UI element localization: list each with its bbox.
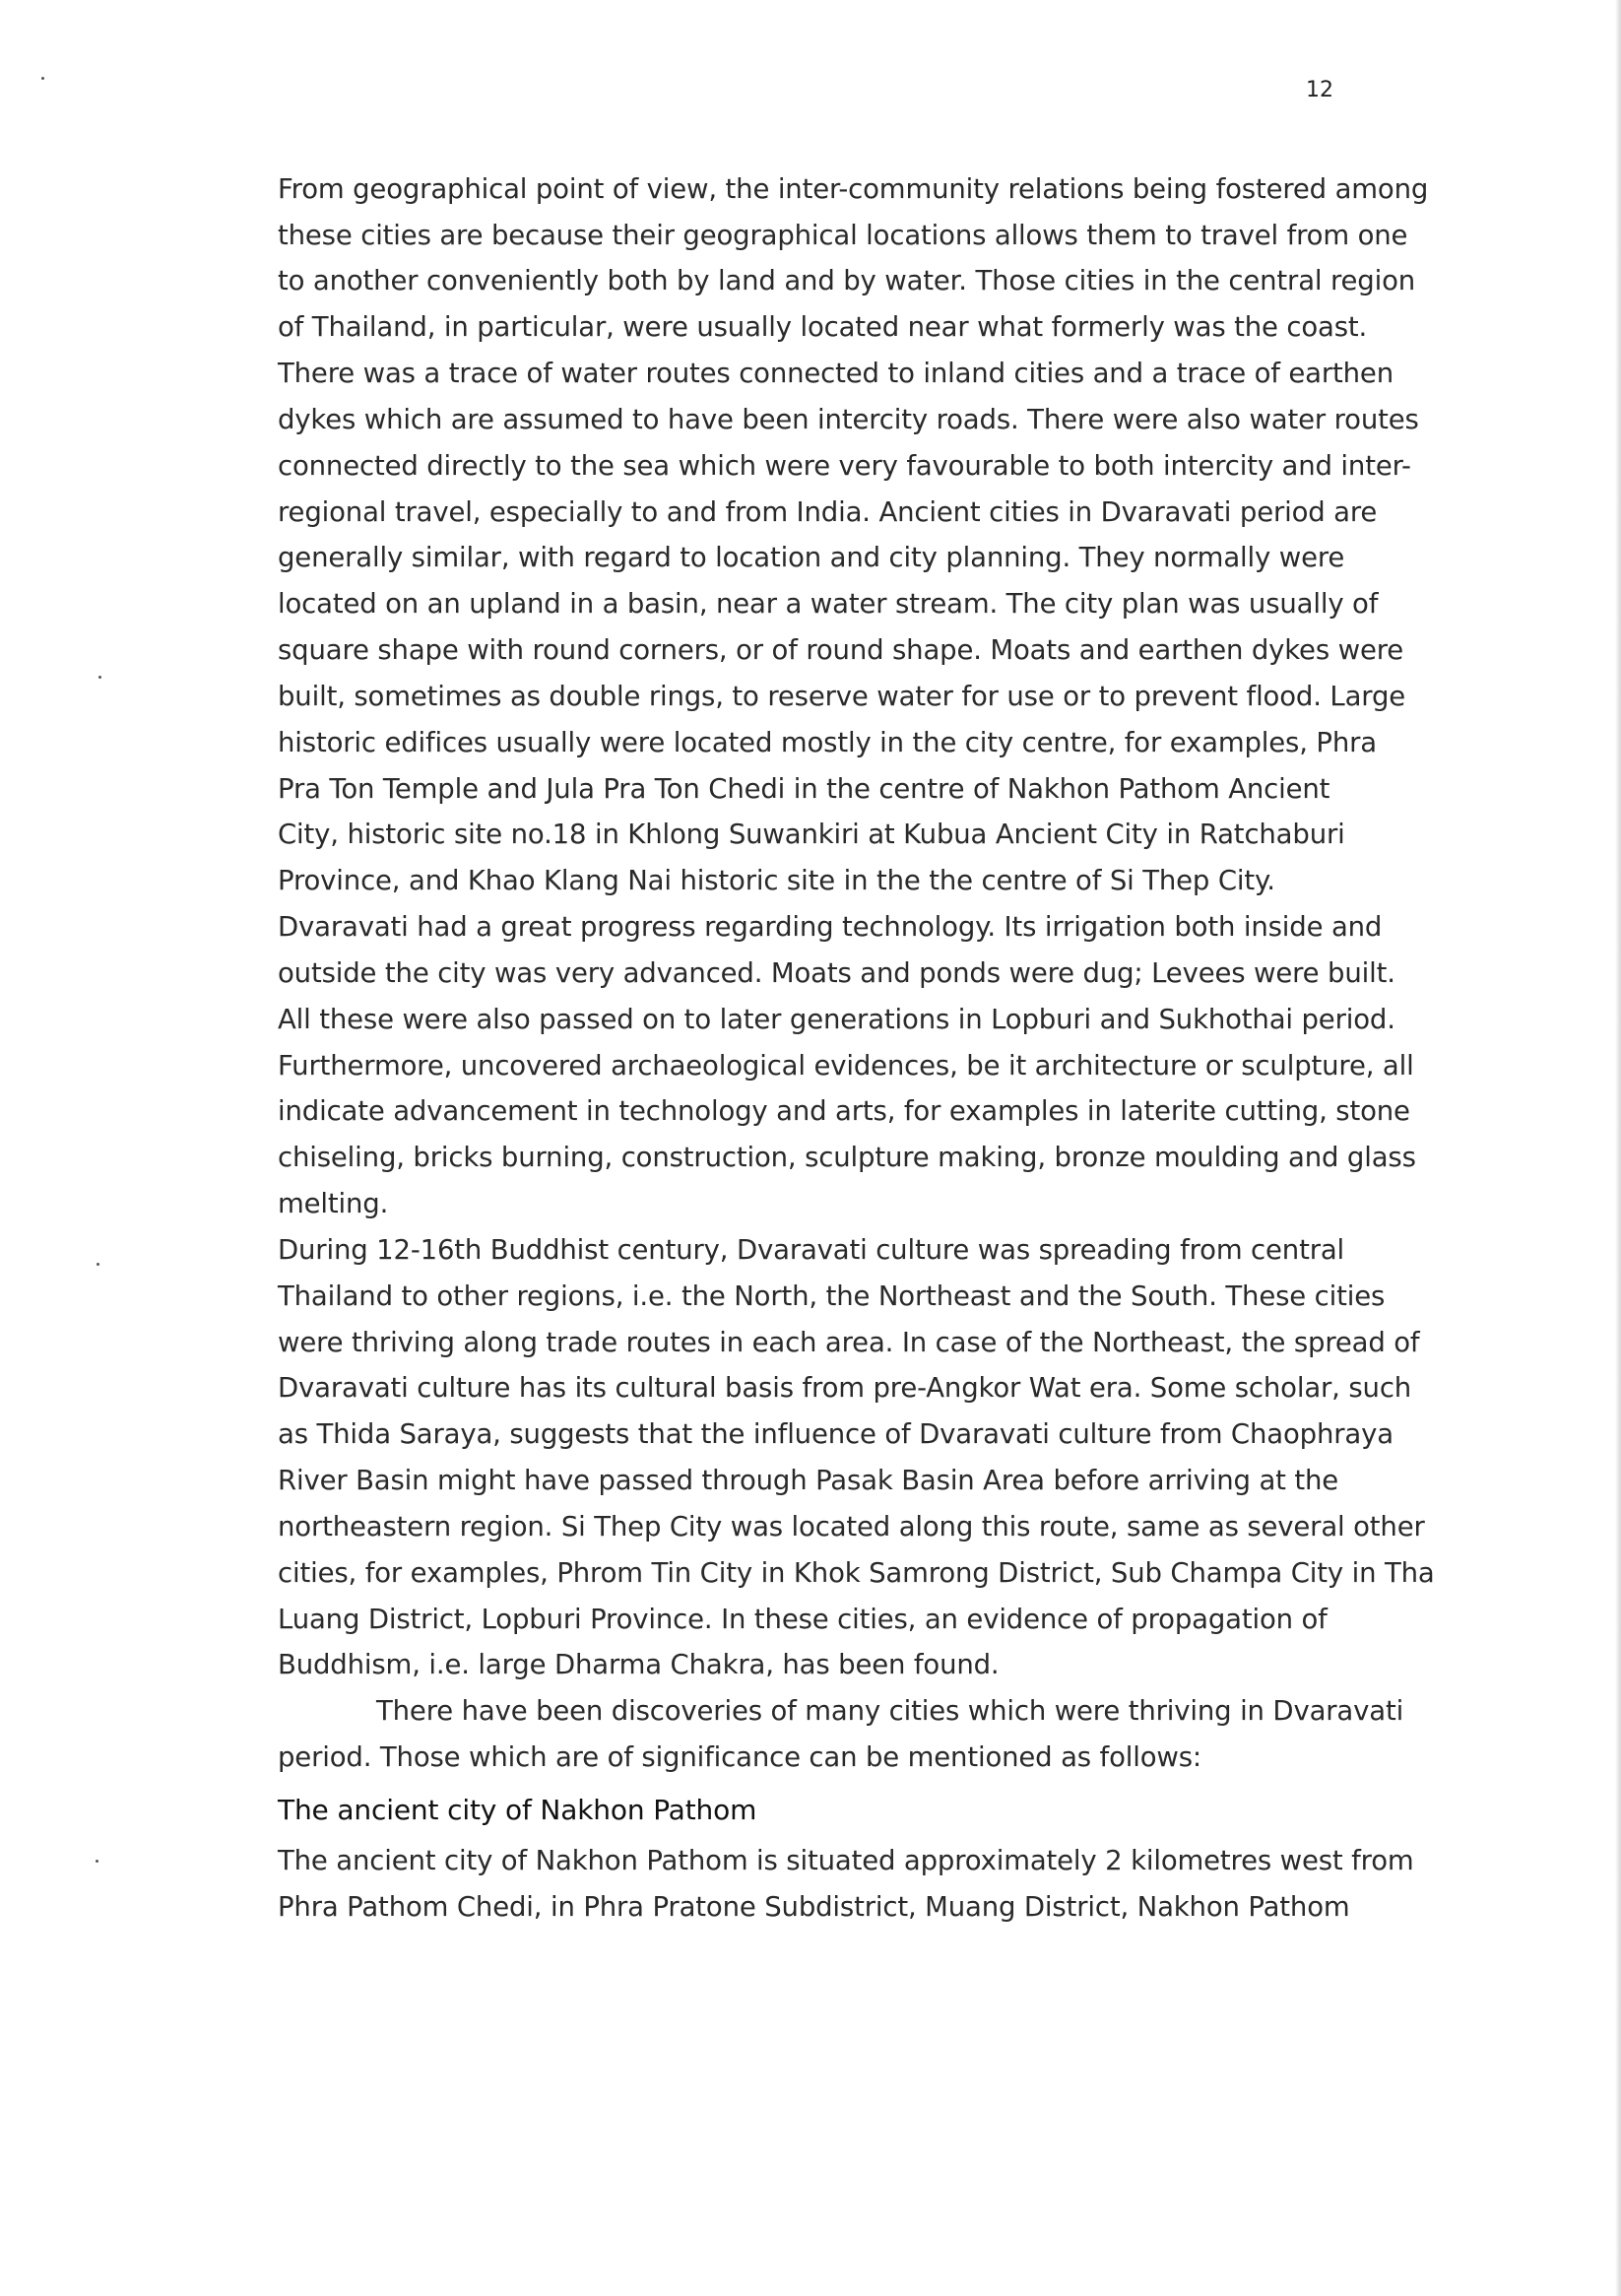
- section-heading: The ancient city of Nakhon Pathom: [278, 1794, 757, 1826]
- text-line: From geographical point of view, the inter-community relations being fostered among: [278, 173, 1429, 205]
- text-line: Dvaravati culture has its cultural basis from pre-Angkor Wat era. Some scholar, such: [278, 1372, 1412, 1404]
- text-line: Dvaravati had a great progress regarding technology. Its irrigation both inside and: [278, 911, 1383, 943]
- text-line: as Thida Saraya, suggests that the influence of Dvaravati culture from Chaophraya: [278, 1418, 1394, 1450]
- text-line: located on an upland in a basin, near a water stream. The city plan was usually of: [278, 588, 1379, 620]
- text-line: period. Those which are of significance can be mentioned as follows:: [278, 1741, 1202, 1773]
- scan-speck: [98, 676, 101, 679]
- text-line: cities, for examples, Phrom Tin City in Khok Samrong District, Sub Champa City in Tha: [278, 1557, 1435, 1589]
- text-line: square shape with round corners, or of round shape. Moats and earthen dykes were: [278, 634, 1404, 666]
- text-line: Phra Pathom Chedi, in Phra Pratone Subdistrict, Muang District, Nakhon Pathom: [278, 1891, 1350, 1923]
- text-line: built, sometimes as double rings, to reserve water for use or to prevent flood. Large: [278, 681, 1406, 712]
- text-line: historic edifices usually were located mostly in the city centre, for examples, Phra: [278, 727, 1377, 758]
- text-line: were thriving along trade routes in each area. In case of the Northeast, the spread of: [278, 1327, 1420, 1358]
- text-line: regional travel, especially to and from India. Ancient cities in Dvaravati period are: [278, 496, 1378, 528]
- text-line: There have been discoveries of many cities which were thriving in Dvaravati: [376, 1695, 1404, 1727]
- text-line: melting.: [278, 1188, 389, 1219]
- text-line: dykes which are assumed to have been intercity roads. There were also water routes: [278, 404, 1419, 435]
- text-line: The ancient city of Nakhon Pathom is situated approximately 2 kilometres west from: [278, 1845, 1414, 1876]
- text-line: northeastern region. Si Thep City was located along this route, same as several other: [278, 1511, 1425, 1542]
- text-line: connected directly to the sea which were very favourable to both intercity and inter-: [278, 450, 1411, 482]
- text-line: All these were also passed on to later generations in Lopburi and Sukhothai period.: [278, 1004, 1395, 1035]
- scan-speck: [41, 77, 44, 80]
- text-line: Province, and Khao Klang Nai historic site in the the centre of Si Thep City.: [278, 865, 1275, 896]
- text-line: chiseling, bricks burning, construction, sculpture making, bronze moulding and glass: [278, 1142, 1416, 1173]
- text-line: Thailand to other regions, i.e. the North, the Northeast and the South. These cities: [278, 1280, 1386, 1312]
- text-line: Pra Ton Temple and Jula Pra Ton Chedi in the centre of Nakhon Pathom Ancient: [278, 773, 1330, 805]
- text-line: River Basin might have passed through Pasak Basin Area before arriving at the: [278, 1465, 1339, 1496]
- text-line: During 12-16th Buddhist century, Dvaravati culture was spreading from central: [278, 1234, 1345, 1266]
- text-line: these cities are because their geographical locations allows them to travel from one: [278, 220, 1408, 251]
- scan-speck: [96, 1860, 98, 1863]
- text-line: Buddhism, i.e. large Dharma Chakra, has been found.: [278, 1649, 1000, 1680]
- text-line: City, historic site no.18 in Khlong Suwankiri at Kubua Ancient City in Ratchaburi: [278, 819, 1345, 850]
- page-edge-shadow: [1615, 0, 1621, 2296]
- text-line: of Thailand, in particular, were usually located near what formerly was the coast.: [278, 311, 1368, 343]
- text-line: There was a trace of water routes connected to inland cities and a trace of earthen: [278, 358, 1394, 389]
- text-line: generally similar, with regard to location and city planning. They normally were: [278, 542, 1345, 573]
- text-line: to another conveniently both by land and by water. Those cities in the central region: [278, 265, 1416, 296]
- scan-speck: [97, 1263, 99, 1266]
- text-line: outside the city was very advanced. Moats and ponds were dug; Levees were built.: [278, 957, 1395, 989]
- page-number: 12: [1306, 78, 1333, 102]
- text-line: indicate advancement in technology and arts, for examples in laterite cutting, stone: [278, 1095, 1410, 1127]
- text-line: Furthermore, uncovered archaeological evidences, be it architecture or sculpture, all: [278, 1050, 1414, 1082]
- text-line: Luang District, Lopburi Province. In these cities, an evidence of propagation of: [278, 1604, 1328, 1635]
